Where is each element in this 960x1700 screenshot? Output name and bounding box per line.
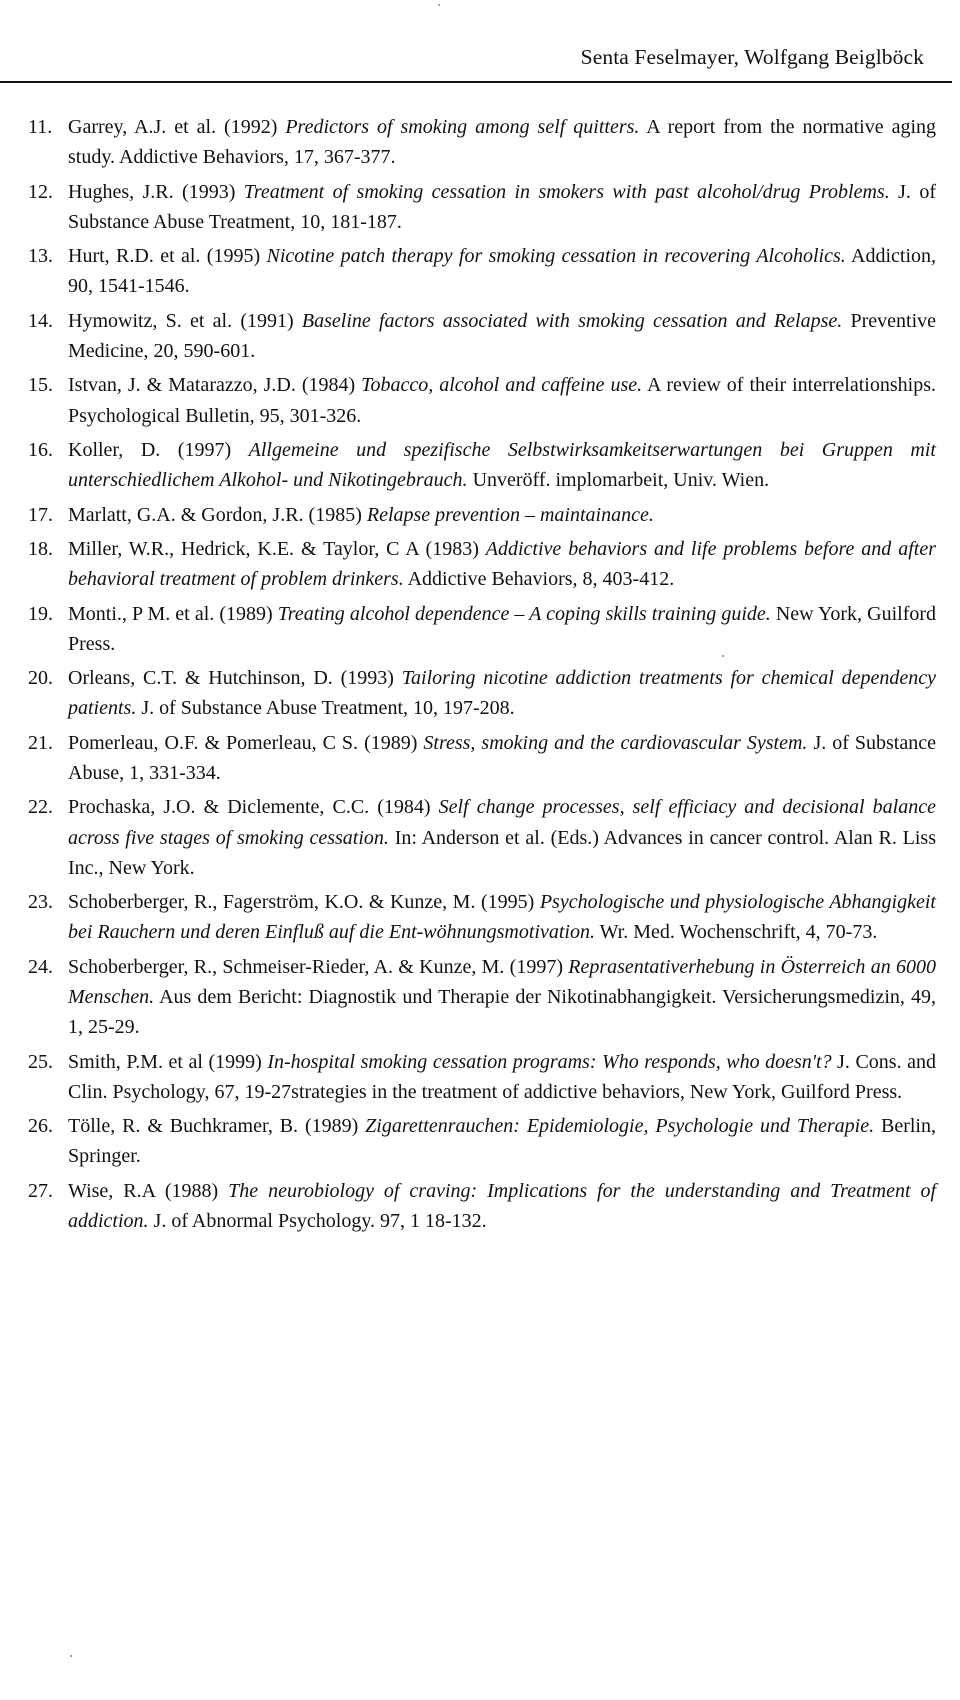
reference-item <box>28 306 936 366</box>
reference-source: Addictive Behaviors, 8, 403-412. <box>403 568 675 591</box>
reference-title: Allgemeine und spezifische Selbstwirksamkeitserwartungen bei Gruppen mit unterschiedlichem Alkohol- und Nikotingebrauch. <box>68 438 936 492</box>
reference-item <box>28 887 936 947</box>
reference-source: In: Anderson et al. (Eds.) Advances in cancer control. Alan R. Liss Inc., New York. <box>68 826 936 879</box>
reference-source: J. of Abnormal Psychology. 97, 1 18-132. <box>148 1209 487 1232</box>
reference-number: 20. <box>28 667 53 690</box>
reference-source: New York, Guilford Press. <box>68 602 937 655</box>
reference-number: 18. <box>28 537 53 560</box>
reference-item <box>28 534 936 594</box>
reference-list <box>28 112 936 1240</box>
reference-item <box>28 792 936 883</box>
reference-text <box>68 1051 936 1103</box>
reference-item <box>28 599 936 659</box>
reference-source: A report from the normative aging study. Addictive Behaviors, 17, 367-377. <box>68 116 936 169</box>
reference-authors-year: Miller, W.R., Hedrick, K.E. & Taylor, C A (1983) <box>68 537 486 560</box>
reference-title: In-hospital smoking cessation programs: Who responds, who doesn't? <box>267 1050 832 1073</box>
reference-authors-year: Garrey, A.J. et al. (1992) <box>68 116 286 138</box>
reference-authors-year: Schoberberger, R., Schmeiser-Rieder, A. & Kunze, M. (1997) <box>68 955 569 978</box>
reference-item <box>28 1111 936 1171</box>
reference-number: 25. <box>28 1050 53 1073</box>
reference-authors-year: Smith, P.M. et al (1999) <box>68 1050 268 1073</box>
reference-authors-year: Istvan, J. & Matarazzo, J.D. (1984) <box>68 374 362 397</box>
reference-title: Tailoring nicotine addiction treatments for chemical dependency patients. <box>68 667 936 720</box>
reference-number: 14. <box>28 309 53 332</box>
reference-authors-year: Hughes, J.R. (1993) <box>68 180 244 203</box>
reference-item <box>28 1047 936 1107</box>
reference-title: Psychologische und physiologische Abhangigkeit bei Rauchern und deren Einfluß auf die Ent-wöhnungsmotivation. <box>68 891 936 944</box>
reference-title: Stress, smoking and the cardiovascular System. <box>423 731 808 754</box>
reference-item <box>28 370 936 430</box>
reference-title: Predictors of smoking among self quitters. <box>285 116 640 138</box>
reference-authors-year: Monti., P M. et al. (1989) <box>68 602 278 625</box>
reference-text <box>68 667 936 719</box>
reference-authors-year: Prochaska, J.O. & Diclemente, C.C. (1984) <box>68 796 439 819</box>
reference-text <box>68 439 936 491</box>
reference-item <box>28 952 936 1043</box>
reference-text <box>68 891 936 943</box>
reference-text <box>68 1115 936 1167</box>
reference-number: 21. <box>28 731 53 754</box>
reference-number: 11. <box>28 116 53 138</box>
reference-item <box>28 241 936 301</box>
reference-title: Tobacco, alcohol and caffeine use. <box>361 374 643 397</box>
reference-item <box>28 500 936 530</box>
reference-text <box>68 245 936 297</box>
scan-speck <box>70 1655 72 1657</box>
reference-authors-year: Marlatt, G.A. & Gordon, J.R. (1985) <box>68 503 367 526</box>
reference-text <box>68 116 936 168</box>
reference-title: Treatment of smoking cessation in smokers with past alcohol/drug Problems. <box>243 180 890 203</box>
reference-source: J. of Substance Abuse Treatment, 10, 197-208. <box>136 697 515 720</box>
reference-authors-year: Tölle, R. & Buchkramer, B. (1989) <box>68 1115 366 1138</box>
reference-source: Wr. Med. Wochenschrift, 4, 70-73. <box>594 921 878 944</box>
reference-title: Addictive behaviors and life problems before and after behavioral treatment of problem drinkers. <box>68 537 936 591</box>
running-header-authors: Senta Feselmayer, Wolfgang Beiglböck <box>580 45 924 69</box>
reference-source: Aus dem Bericht: Diagnostik und Therapie der Nikotinabhangigkeit. Versicherungsmedizin, 49, 1, 25-29. <box>68 985 936 1039</box>
scan-speck <box>438 4 440 6</box>
reference-source: J. of Substance Abuse Treatment, 10, 181-187. <box>68 180 936 233</box>
reference-number: 22. <box>28 796 53 819</box>
reference-title: Relapse prevention – maintainance. <box>366 503 654 526</box>
reference-number: 24. <box>28 955 53 978</box>
reference-item <box>28 112 936 172</box>
reference-text <box>68 732 936 784</box>
reference-authors-year: Orleans, C.T. & Hutchinson, D. (1993) <box>68 667 402 690</box>
reference-title: Zigarettenrauchen: Epidemiologie, Psychologie und Therapie. <box>365 1115 875 1138</box>
reference-authors-year: Schoberberger, R., Fagerström, K.O. & Kunze, M. (1995) <box>68 891 540 914</box>
header-rule <box>0 81 952 83</box>
reference-number: 27. <box>28 1179 53 1202</box>
reference-text <box>68 956 936 1038</box>
reference-text <box>68 374 936 426</box>
reference-authors-year: Hurt, R.D. et al. (1995) <box>68 245 267 268</box>
reference-authors-year: Pomerleau, O.F. & Pomerleau, C S. (1989) <box>68 731 424 754</box>
reference-text <box>68 603 936 655</box>
reference-text <box>68 1180 936 1232</box>
reference-title: Nicotine patch therapy for smoking cessation in recovering Alcoholics. <box>266 245 846 268</box>
reference-item <box>28 435 936 495</box>
reference-authors-year: Wise, R.A (1988) <box>68 1179 229 1202</box>
reference-source: Berlin, Springer. <box>68 1115 936 1168</box>
scan-speck <box>722 655 724 657</box>
reference-item <box>28 663 936 723</box>
reference-number: 16. <box>28 438 53 461</box>
reference-title: Baseline factors associated with smoking cessation and Relapse. <box>301 309 843 332</box>
reference-title: The neurobiology of craving: Implications for the understanding and Treatment of addiction. <box>68 1179 937 1232</box>
reference-number: 26. <box>28 1115 53 1138</box>
reference-source: Unveröff. implomarbeit, Univ. Wien. <box>467 469 770 492</box>
reference-number: 15. <box>28 374 53 397</box>
reference-number: 23. <box>28 891 53 914</box>
reference-text <box>68 504 654 526</box>
reference-number: 19. <box>28 602 53 625</box>
reference-item <box>28 177 936 237</box>
reference-text <box>68 796 936 878</box>
reference-text <box>68 538 936 590</box>
reference-number: 13. <box>28 245 53 268</box>
reference-source: Preventive Medicine, 20, 590-601. <box>68 309 937 362</box>
reference-text <box>68 310 936 362</box>
reference-number: 12. <box>28 180 53 203</box>
reference-text <box>68 181 936 233</box>
reference-item <box>28 1176 936 1236</box>
reference-source: A review of their interrelationships. Psychological Bulletin, 95, 301-326. <box>68 374 936 427</box>
reference-source: J. Cons. and Clin. Psychology, 67, 19-27strategies in the treatment of addictive behaviors, New York, Guilford Press. <box>68 1050 936 1103</box>
reference-title: Reprasentativerhebung in Österreich an 6000 Menschen. <box>68 955 936 1008</box>
reference-source: J. of Substance Abuse, 1, 331-334. <box>68 731 936 784</box>
reference-title: Self change processes, self efficiacy and decisional balance across five stages of smoking cessation. <box>68 796 936 849</box>
reference-authors-year: Hymowitz, S. et al. (1991) <box>68 309 302 332</box>
reference-number: 17. <box>28 503 53 526</box>
reference-title: Treating alcohol dependence – A coping skills training guide. <box>277 602 771 625</box>
reference-item <box>28 728 936 788</box>
reference-authors-year: Koller, D. (1997) <box>68 438 249 461</box>
reference-source: Addiction, 90, 1541-1546. <box>68 245 937 298</box>
